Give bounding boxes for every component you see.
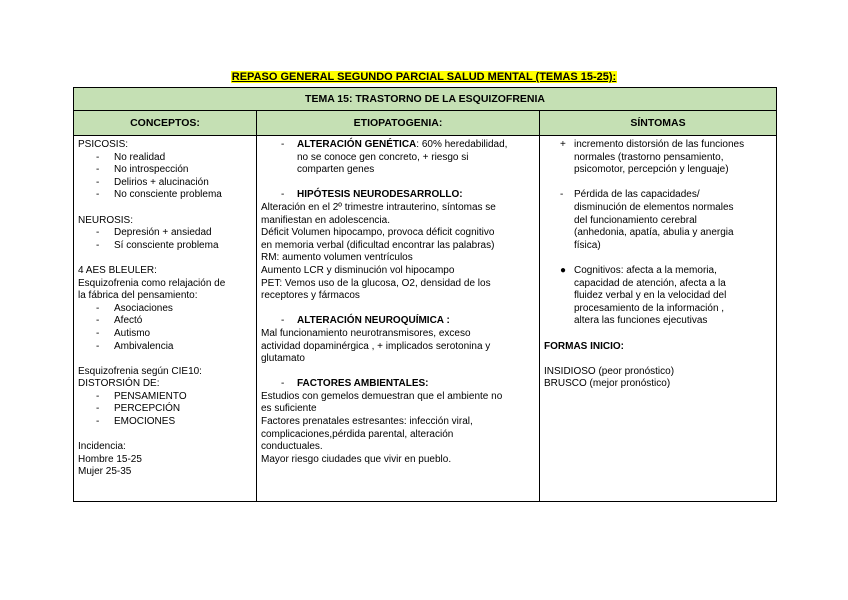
list-item: - PENSAMIENTO	[96, 390, 187, 402]
text-line: glutamato	[261, 353, 305, 365]
neuroquimica-heading: - ALTERACIÓN NEUROQUÍMICA :	[281, 315, 450, 327]
header-conceptos: CONCEPTOS:	[74, 111, 257, 136]
formas-item: BRUSCO (mejor pronóstico)	[544, 378, 671, 390]
ambientales-heading: - FACTORES AMBIENTALES:	[281, 378, 429, 390]
bullet-icon: ●	[560, 264, 567, 276]
text-line: complicaciones,pérdida parental, alteración	[261, 428, 454, 440]
header-etiopatogenia: ETIOPATOGENIA:	[257, 111, 540, 136]
text-line: Mal funcionamiento neurotransmisores, exceso	[261, 327, 471, 339]
list-item: - Delirios + alucinación	[96, 176, 209, 188]
list-item: - Afectó	[96, 315, 143, 327]
bleuler-text: la fábrica del pensamiento:	[78, 290, 198, 302]
text-line: Déficit Volumen hipocampo, provoca déficit cognitivo	[261, 227, 495, 239]
list-item: - No consciente problema	[96, 189, 222, 201]
neuro-heading: - HIPÓTESIS NEURODESARROLLO:	[281, 189, 463, 201]
formas-title: FORMAS INICIO:	[544, 340, 624, 352]
list-item: - EMOCIONES	[96, 416, 176, 428]
text-line: Alteración en el 2º trimestre intrauterino, síntomas se	[261, 201, 496, 213]
bleuler-text: Esquizofrenia como relajación de	[78, 277, 226, 289]
etiopatogenia-cell	[257, 136, 540, 502]
text-line: Aumento LCR y disminución vol hipocampo	[261, 264, 455, 276]
text-line: es suficiente	[261, 403, 317, 415]
summary-table	[73, 87, 777, 502]
text-line: PET: Vemos uso de la glucosa, O2, densidad de los	[261, 277, 491, 289]
text-line: receptores y fármacos	[261, 290, 360, 302]
genetica-section: - ALTERACIÓN GENÉTICA: 60% heredabilidad, no se conoce gen concreto, + riesgo si comparten genes	[281, 139, 508, 176]
document-title: REPASO GENERAL SEGUNDO PARCIAL SALUD MENTAL (TEMAS 15-25):	[231, 71, 617, 83]
negativos-item: - Pérdida de las capacidades/ disminución de elementos normales del funcionamiento cerebral (anhedonia, apatía, abulia y anergia física)	[560, 189, 734, 251]
text-line: Factores prenatales estresantes: infección viral,	[261, 416, 473, 428]
formas-item: INSIDIOSO (peor pronóstico)	[544, 365, 675, 377]
text-line: Estudios con gemelos demuestran que el ambiente no	[261, 390, 503, 402]
list-item: - Sí consciente problema	[96, 239, 219, 251]
list-item: - No introspección	[96, 164, 189, 176]
text-line: RM: aumento volumen ventrículos	[261, 252, 413, 264]
conceptos-cell	[74, 136, 257, 502]
bleuler-title: 4 AES BLEULER:	[78, 264, 157, 276]
cie-title: Esquizofrenia según CIE10:	[78, 365, 202, 377]
incidencia-item: Mujer 25-35	[78, 466, 132, 478]
text-line: manifiestan en adolescencia.	[261, 214, 390, 226]
table-title: TEMA 15: TRASTORNO DE LA ESQUIZOFRENIA	[74, 88, 777, 111]
text-line: en memoria verbal (dificultad encontrar las palabras)	[261, 239, 495, 251]
list-item: - PERCEPCIÓN	[96, 403, 181, 415]
list-item: - Autismo	[96, 327, 151, 339]
neurosis-title: NEUROSIS:	[78, 214, 134, 226]
list-item: - Ambivalencia	[96, 340, 174, 352]
list-item: - Asociaciones	[96, 302, 173, 314]
distorsion-title: DISTORSIÓN DE:	[78, 378, 160, 390]
list-item: - No realidad	[96, 151, 166, 163]
psicosis-title: PSICOSIS:	[78, 139, 129, 150]
genetica-title: ALTERACIÓN GENÉTICA	[297, 139, 417, 150]
text-line: Mayor riesgo ciudades que vivir en pueblo.	[261, 453, 452, 465]
incidencia-item: Hombre 15-25	[78, 453, 142, 465]
header-sintomas: SÍNTOMAS	[540, 111, 777, 136]
sintomas-cell	[540, 136, 777, 502]
list-item: - Depresión + ansiedad	[96, 227, 212, 239]
positivos-item: + incremento distorsión de las funciones normales (trastorno pensamiento, psicomotor, percepción y lenguaje)	[560, 139, 745, 176]
text-line: actividad dopaminérgica , + implicados serotonina y	[261, 340, 491, 352]
text-line: conductuales.	[261, 441, 323, 453]
incidencia-title: Incidencia:	[78, 441, 126, 453]
cognitivos-item: ● Cognitivos: afecta a la memoria, capacidad de atención, afecta a la fluidez verbal y en la velocidad del procesamiento de la información , altera las funciones ejecutivas	[560, 264, 727, 327]
